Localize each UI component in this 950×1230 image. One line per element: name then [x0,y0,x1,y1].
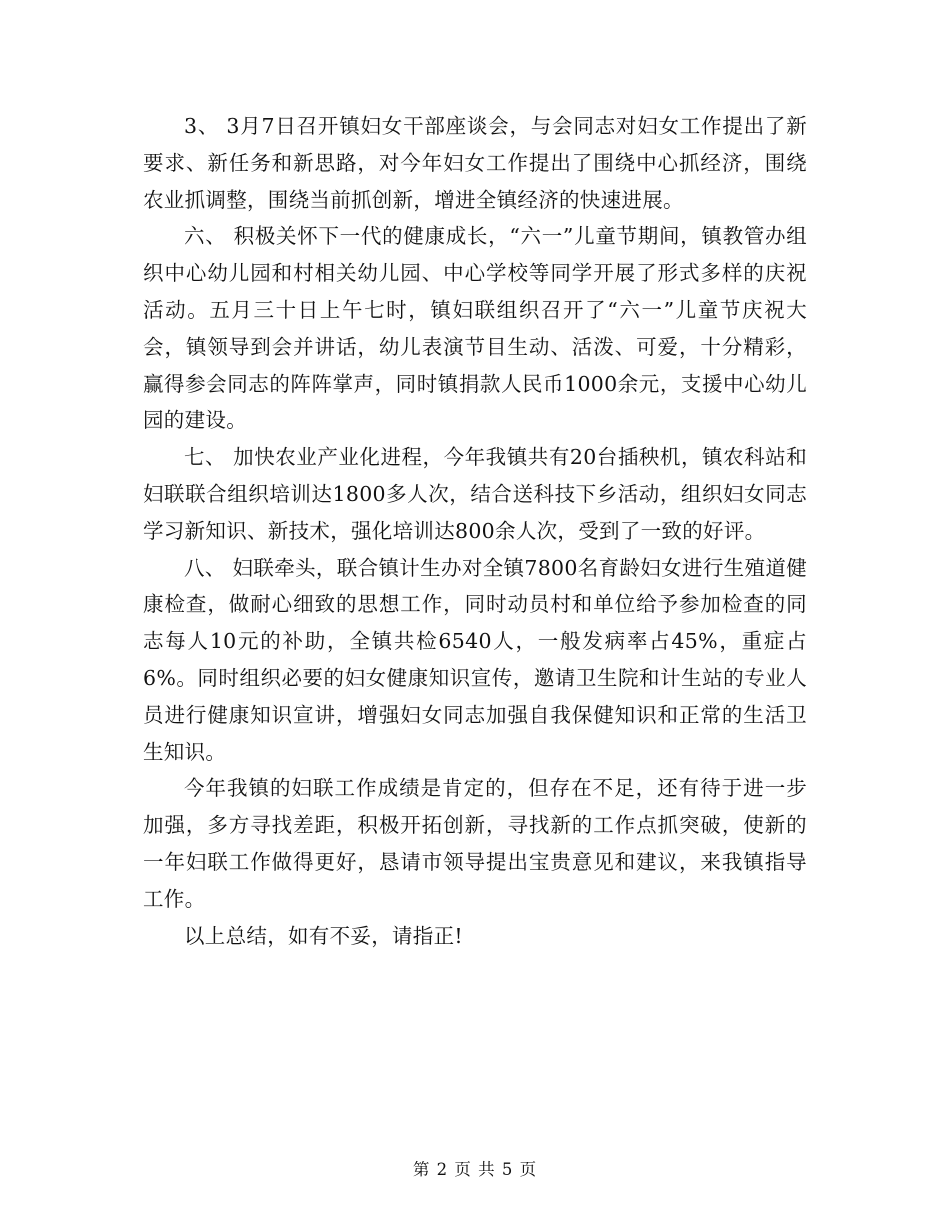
paragraph-conclusion: 今年我镇的妇联工作成绩是肯定的，但存在不足，还有待于进一步加强，多方寻找差距，积极开拓创新，寻找新的工作点抓突破，使新的一年妇联工作做得更好，恳请市领导提出宝贵意见和建议，来我镇指导工作。 [143,776,807,911]
paragraph-closing: 以上总结，如有不妥，请指正! [184,923,463,948]
paragraph-item-3: 3、 3月7日召开镇妇女干部座谈会，与会同志对妇女工作提出了新要求、新任务和新思路，对今年妇女工作提出了围绕中心抓经济，围绕农业抓调整，围绕当前抓创新，增进全镇经济的快速进展。 [143,114,807,212]
page-number: 第 2 页 共 5 页 [412,1160,538,1179]
paragraph-item-6: 六、 积极关怀下一代的健康成长，“六一”儿童节期间，镇教管办组织中心幼儿园和村相关幼儿园、中心学校等同学开展了形式多样的庆祝活动。五月三十日上午七时，镇妇联组织召开了“六一”儿童节庆祝大会，镇领导到会并讲话，幼儿表演节目生动、活泼、可爱，十分精彩，赢得参会同志的阵阵掌声，同时镇捐款人民币1000余元，支援中心幼儿园的建设。 [143,224,807,433]
page-footer [0,1156,950,1180]
paragraph-item-8: 八、 妇联牵头，联合镇计生办对全镇7800名育龄妇女进行生殖道健康检查，做耐心细致的思想工作，同时动员村和单位给予参加检查的同志每人10元的补助，全镇共检6540人，一般发病率占45%，重症占6%。同时组织必要的妇女健康知识宣传，邀请卫生院和计生站的专业人员进行健康知识宣讲，增强妇女同志加强自我保健知识和正常的生活卫生知识。 [143,555,807,764]
paragraph-item-7: 七、 加快农业产业化进程，今年我镇共有20台插秧机，镇农科站和妇联联合组织培训达1800多人次，结合送科技下乡活动，组织妇女同志学习新知识、新技术，强化培训达800余人次，受到了一致的好评。 [143,445,807,543]
document-body [143,108,807,954]
